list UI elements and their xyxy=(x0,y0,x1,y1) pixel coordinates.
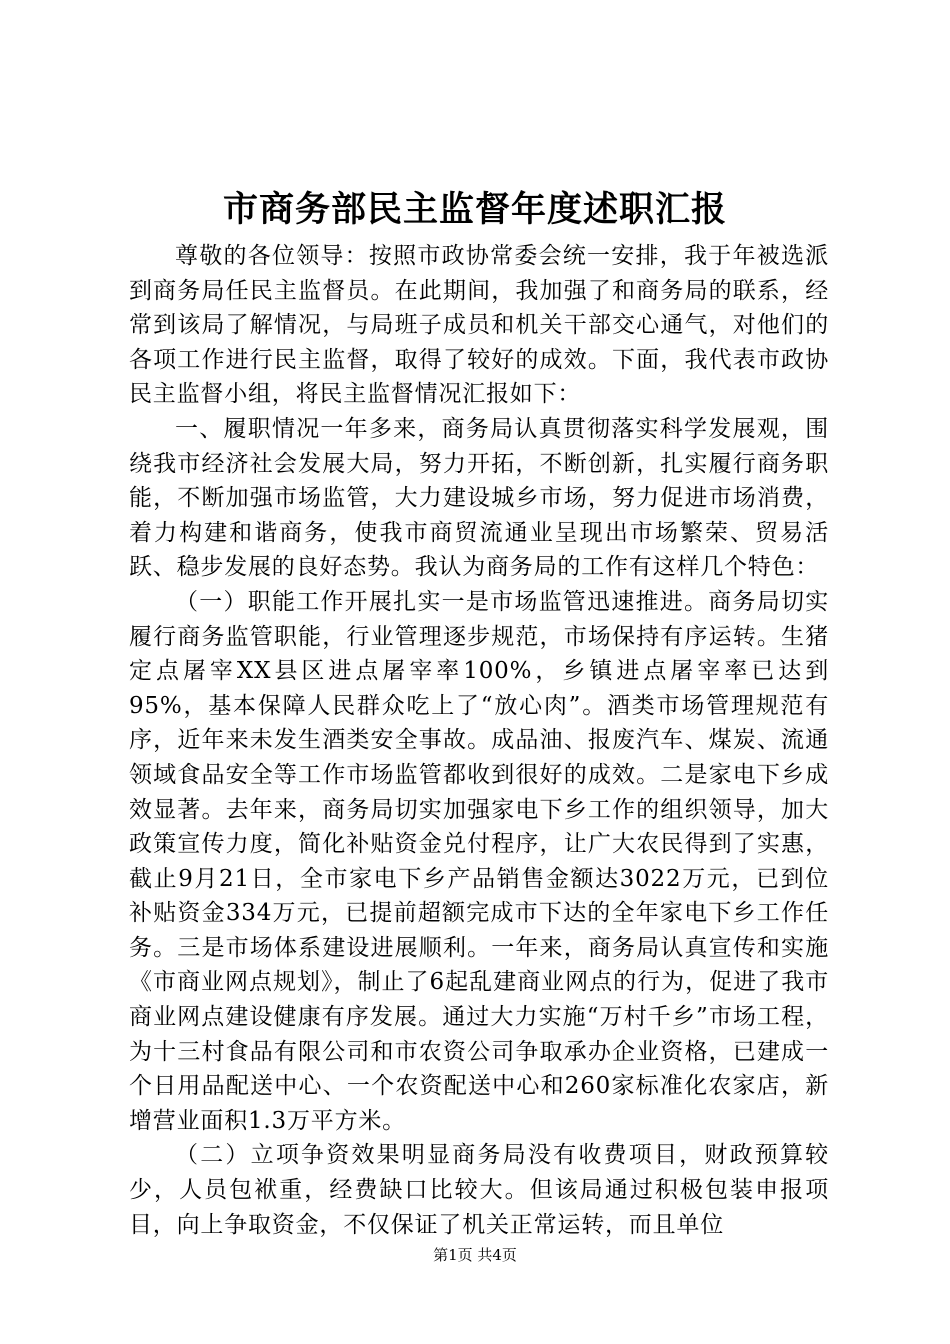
page-footer: 第1页 共4页 xyxy=(433,1246,517,1264)
paragraph-section-one: （一）职能工作开展扎实一是市场监管迅速推进。商务局切实履行商务监管职能，行业管理逐步规范，市场保持有序运转。生猪定点屠宰XX县区进点屠宰率100%，乡镇进点屠宰率已达到95%，基本保障人民群众吃上了“放心肉”。酒类市场管理规范有序，近年来未发生酒类安全事故。成品油、报废汽车、煤炭、流通领域食品安全等工作市场监管都收到很好的成效。二是家电下乡成效显著。去年来，商务局切实加强家电下乡工作的组织领导，加大政策宣传力度，简化补贴资金兑付程序，让广大农民得到了实惠，截止9月21日，全市家电下乡产品销售金额达3022万元，已到位补贴资金334万元，已提前超额完成市下达的全年家电下乡工作任务。三是市场体系建设进展顺利。一年来，商务局认真宣传和实施《市商业网点规划》，制止了6起乱建商业网点的行为，促进了我市商业网点建设健康有序发展。通过大力实施“万村千乡”市场工程，为十三村食品有限公司和市农资公司争取承办企业资格，已建成一个日用品配送中心、一个农资配送中心和260家标准化农家店，新增营业面积1.3万平方米。 xyxy=(129,588,829,1134)
paragraph-section-two: （二）立项争资效果明显商务局没有收费项目，财政预算较少，人员包袱重，经费缺口比较大。但该局通过积极包装申报项目，向上争取资金，不仅保证了机关正常运转，而且单位 xyxy=(129,1142,829,1238)
paragraph-greeting: 尊敬的各位领导：按照市政协常委会统一安排，我于年被选派到商务局任民主监督员。在此期间，我加强了和商务局的联系，经常到该局了解情况，与局班子成员和机关干部交心通气，对他们的各项工作进行民主监督，取得了较好的成效。下面，我代表市政协民主监督小组，将民主监督情况汇报如下： xyxy=(129,243,829,408)
document-body xyxy=(129,239,829,1242)
paragraph-performance-overview: 一、履职情况一年多来，商务局认真贯彻落实科学发展观，围绕我市经济社会发展大局，努力开拓，不断创新，扎实履行商务职能，不断加强市场监管，大力建设城乡市场，努力促进市场消费，着力构建和谐商务，使我市商贸流通业呈现出市场繁荣、贸易活跃、稳步发展的良好态势。我认为商务局的工作有这样几个特色： xyxy=(129,415,829,581)
document-title: 市商务部民主监督年度述职汇报 xyxy=(222,189,727,230)
